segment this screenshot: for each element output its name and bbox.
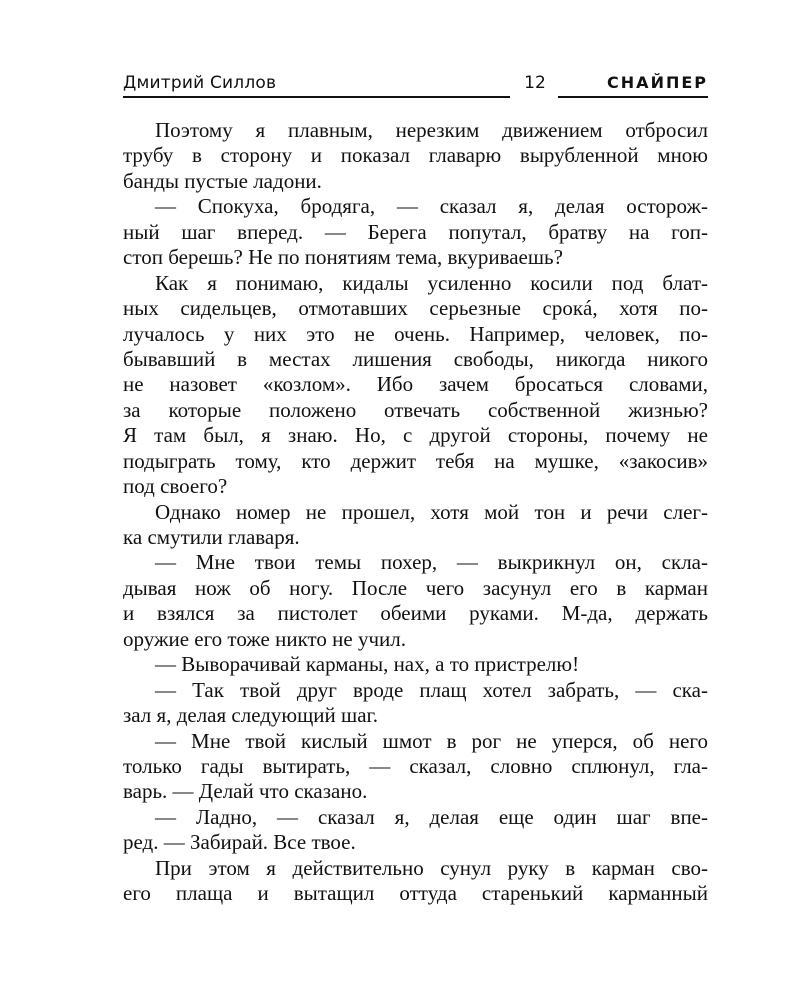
text-line: — Так твой друг вроде плащ хотел забрать, — ска- xyxy=(155,677,708,702)
text-line: его плаща и вытащил оттуда старенький карманный xyxy=(123,881,708,906)
text-line: — Выворачивай карманы, нах, а то пристрелю! xyxy=(155,652,580,677)
text-line: варь. — Делай что сказано. xyxy=(123,779,368,804)
text-line: ных сидельцев, отмотавших серьезные срокá, хотя по- xyxy=(123,296,708,321)
text-line: — Мне твои темы похер, — выкрикнул он, скла- xyxy=(155,550,708,575)
text-line: дывая нож об ногу. После чего засунул его в карман xyxy=(123,575,708,600)
text-line: подыграть тому, кто держит тебя на мушке, «закосив» xyxy=(123,448,708,473)
running-header xyxy=(123,72,708,96)
text-line: зал я, делая следующий шаг. xyxy=(123,703,379,728)
text-line: оружие его тоже никто не учил. xyxy=(123,626,406,651)
text-line: — Ладно, — сказал я, делая еще один шаг впе- xyxy=(155,804,708,829)
text-line: Как я понимаю, кидалы усиленно косили под блат- xyxy=(155,270,708,295)
text-line: стоп берешь? Не по понятиям тема, вкуриваешь? xyxy=(123,245,563,270)
text-line: под своего? xyxy=(123,474,228,499)
text-line: При этом я действительно сунул руку в карман сво- xyxy=(155,855,708,880)
text-line: трубу в сторону и показал главарю вырубленной мною xyxy=(123,143,708,168)
header-book-title: СНАЙПЕР xyxy=(607,73,708,92)
text-line: не назовет «козлом». Ибо зачем бросаться словами, xyxy=(123,372,708,397)
text-line: Поэтому я плавным, нерезким движением отбросил xyxy=(155,118,708,142)
text-line: за которые положено отвечать собственной жизнью? xyxy=(123,397,708,422)
header-rule-left xyxy=(123,96,510,98)
text-line: банды пустые ладони. xyxy=(123,168,322,193)
page-number: 12 xyxy=(524,73,546,93)
text-line: — Спокуха, бродяга, — сказал я, делая осторож- xyxy=(155,194,708,219)
header-author: Дмитрий Силлов xyxy=(123,73,277,93)
text-line: и взялся за пистолет обеими руками. М-да, держать xyxy=(123,601,708,626)
text-line: бывавший в местах лишения свободы, никогда никого xyxy=(123,346,708,371)
text-line: лучалось у них это не очень. Например, человек, по- xyxy=(123,321,708,346)
text-line: ный шаг вперед. — Берега попутал, братву на гоп- xyxy=(123,219,708,244)
text-line: ред. — Забирай. Все твое. xyxy=(123,830,356,855)
text-line: Я там был, я знаю. Но, с другой стороны, почему не xyxy=(123,423,708,448)
text-line: ка смутили главаря. xyxy=(123,525,300,549)
header-rule-right xyxy=(558,96,708,98)
text-line: только гады вытирать, — сказал, словно сплюнул, гла- xyxy=(123,753,708,778)
body-text xyxy=(123,118,708,907)
text-line: — Мне твой кислый шмот в рог не уперся, об него xyxy=(155,728,708,753)
text-line: Однако номер не прошел, хотя мой тон и речи слег- xyxy=(155,499,708,524)
